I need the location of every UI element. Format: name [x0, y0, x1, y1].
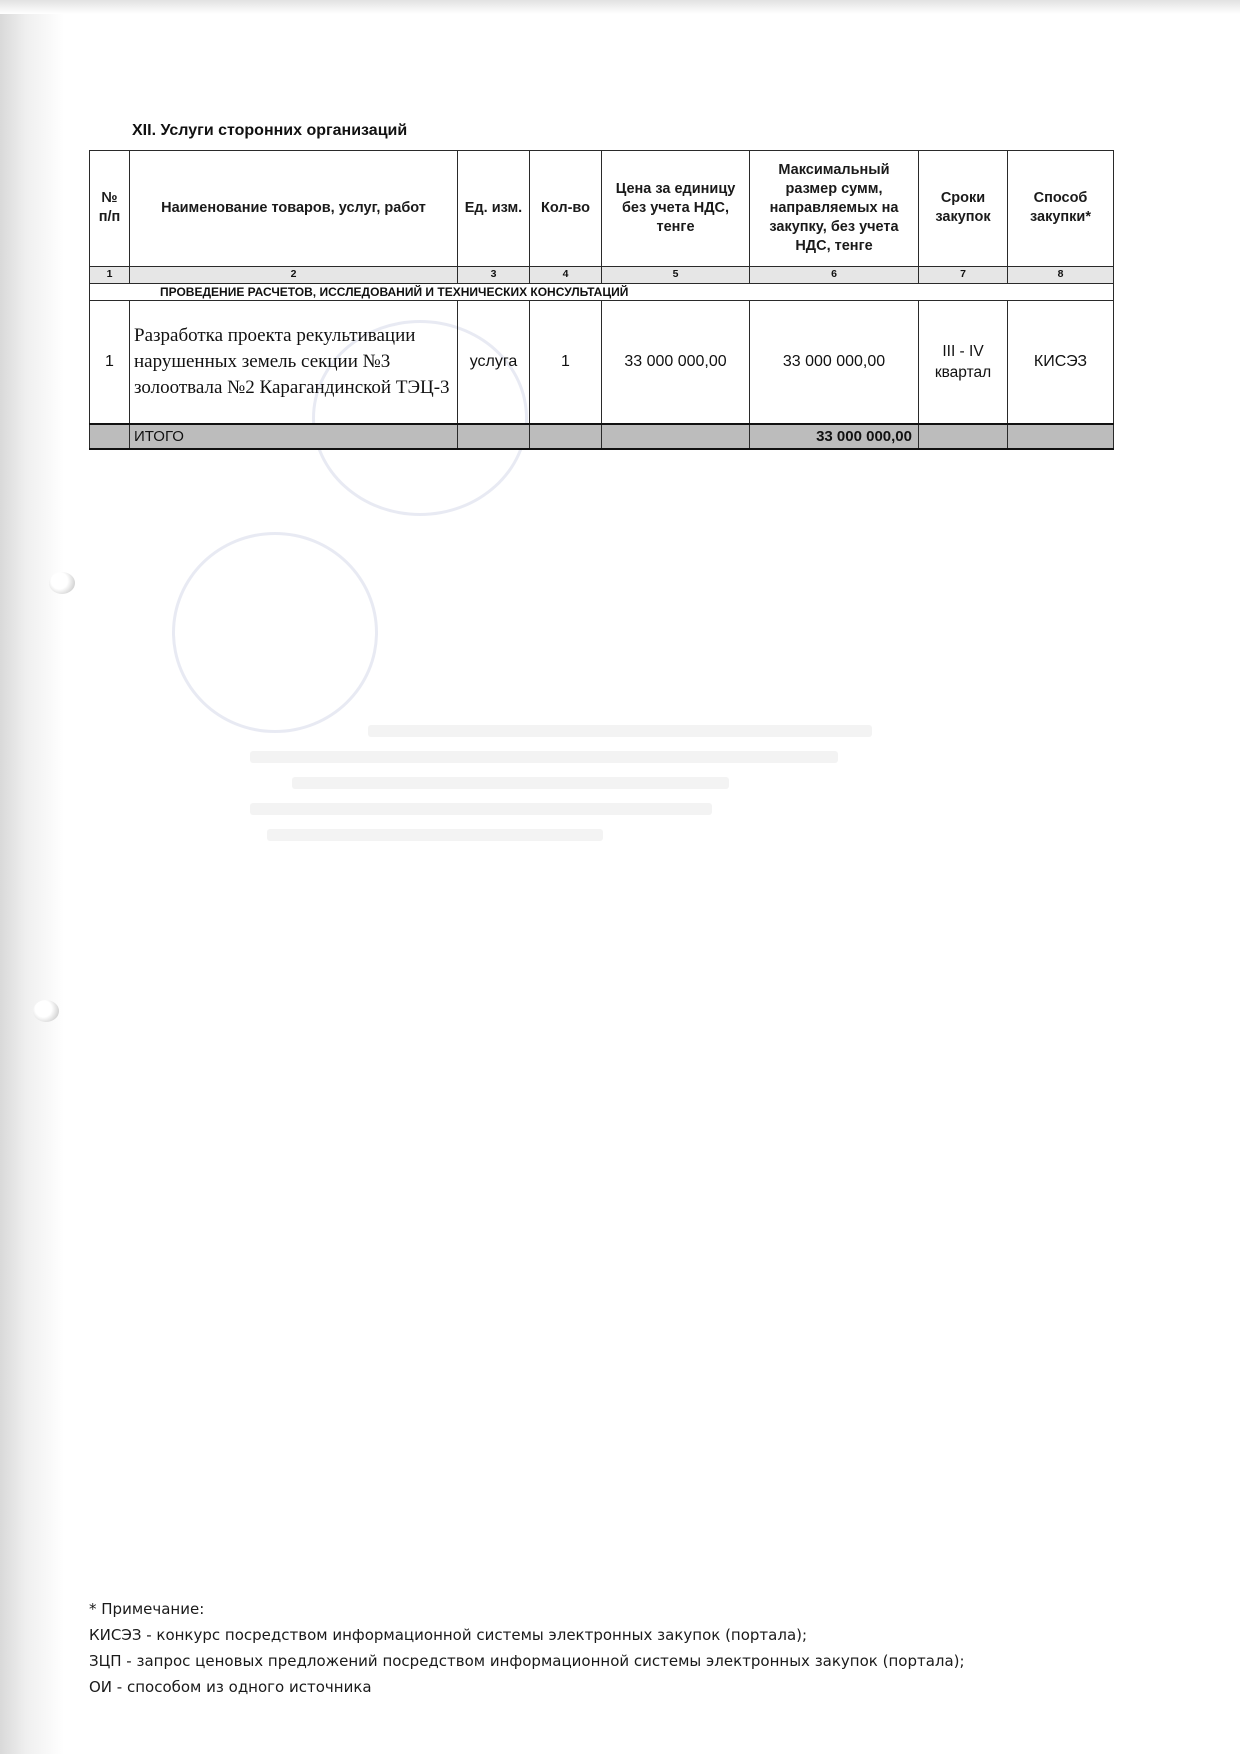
- category-row: [90, 283, 1114, 300]
- section-title: XII. Услуги сторонних организаций: [132, 122, 408, 139]
- total-empty-cell: [919, 424, 1008, 449]
- column-number: 3: [458, 266, 530, 283]
- total-empty-cell: [458, 424, 530, 449]
- header-name: Наименование товаров, услуг, работ: [130, 151, 458, 267]
- total-empty-cell: [1008, 424, 1114, 449]
- total-row: [90, 424, 1114, 449]
- page-top-edge-shadow: [0, 0, 1240, 14]
- column-number: 4: [530, 266, 602, 283]
- punch-hole-bottom: [33, 1000, 59, 1022]
- column-number: 6: [750, 266, 919, 283]
- row-period: III - IV квартал: [919, 301, 1008, 424]
- punch-hole-top: [49, 572, 75, 594]
- header-period: Сроки закупок: [919, 151, 1008, 267]
- bleed-through-stamp: [172, 532, 378, 733]
- header-max-sum: Максимальный размер сумм, направляемых на закупку, без учета НДС, тенге: [750, 151, 919, 267]
- column-number: 5: [602, 266, 750, 283]
- row-price: 33 000 000,00: [602, 301, 750, 424]
- footnotes: [89, 1596, 965, 1700]
- header-method: Способ закупки*: [1008, 151, 1114, 267]
- column-number: 7: [919, 266, 1008, 283]
- footnote-title: * Примечание:: [89, 1600, 205, 1618]
- row-max-sum: 33 000 000,00: [750, 301, 919, 424]
- column-number: 8: [1008, 266, 1114, 283]
- row-unit: услуга: [458, 301, 530, 424]
- column-number: 1: [90, 266, 130, 283]
- header-qty: Кол-во: [530, 151, 602, 267]
- total-empty-cell: [602, 424, 750, 449]
- total-empty-cell: [90, 424, 130, 449]
- column-number: 2: [130, 266, 458, 283]
- footnote-line: КИСЭЗ - конкурс посредством информационной системы электронных закупок (портала);: [89, 1626, 808, 1644]
- header-price: Цена за единицу без учета НДС, тенге: [602, 151, 750, 267]
- row-name: Разработка проекта рекультивации нарушенных земель секции №3 золоотвала №2 Карагандинской ТЭЦ-3: [130, 301, 458, 424]
- table-header-row: [90, 151, 1114, 267]
- header-num: № п/п: [90, 151, 130, 267]
- footnote-line: ОИ - способом из одного источника: [89, 1678, 372, 1696]
- row-num: 1: [90, 301, 130, 424]
- footnote-line: ЗЦП - запрос ценовых предложений посредством информационной системы электронных закупок (портала);: [89, 1652, 965, 1670]
- bleed-through-text: [250, 725, 1090, 895]
- row-method: КИСЭЗ: [1008, 301, 1114, 424]
- table-row: [90, 301, 1114, 424]
- row-qty: 1: [530, 301, 602, 424]
- column-number-row: [90, 266, 1114, 283]
- header-unit: Ед. изм.: [458, 151, 530, 267]
- procurement-table: [89, 150, 1114, 450]
- total-empty-cell: [530, 424, 602, 449]
- page-left-edge-shadow: [0, 0, 64, 1754]
- category-title: ПРОВЕДЕНИЕ РАСЧЕТОВ, ИССЛЕДОВАНИЙ И ТЕХНИЧЕСКИХ КОНСУЛЬТАЦИЙ: [90, 283, 1114, 300]
- total-sum: 33 000 000,00: [750, 424, 919, 449]
- total-label: ИТОГО: [130, 424, 458, 449]
